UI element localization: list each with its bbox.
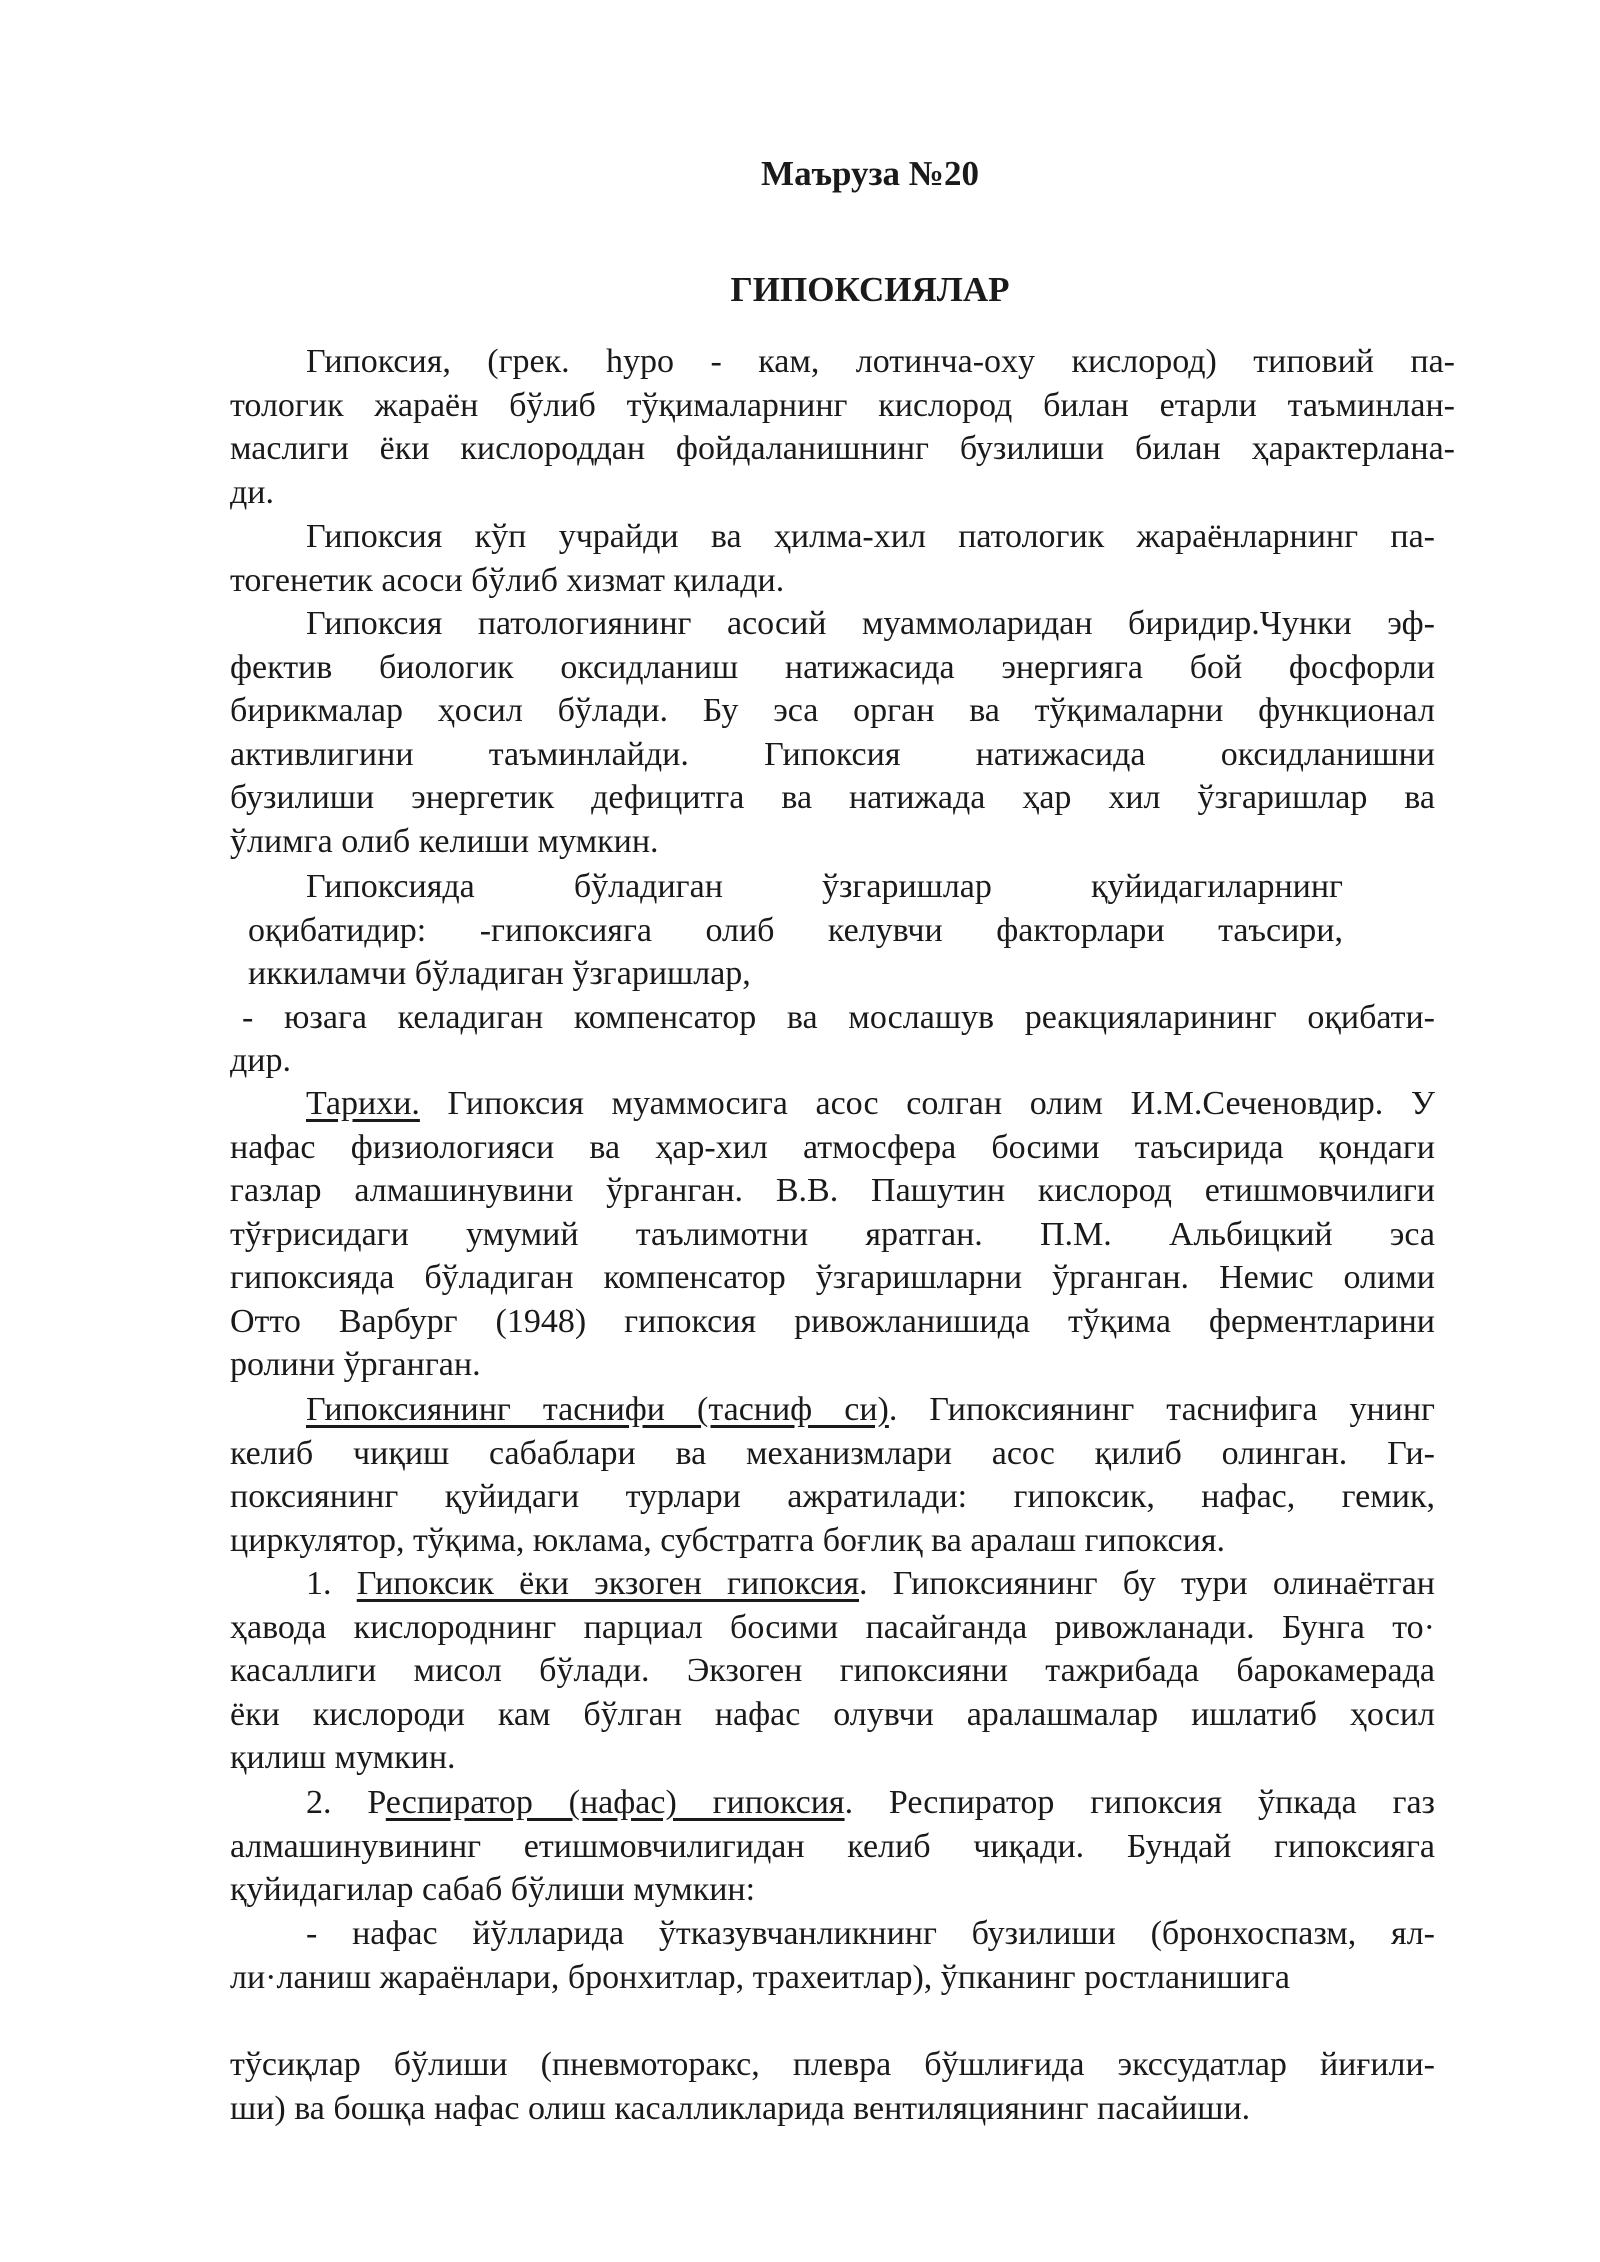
- text-line: [230, 1781, 1435, 1825]
- text-line: ши) ва бошқа нафас олиш касалликларида вентиляциянинг пасайиши.: [230, 2089, 1251, 2127]
- text-line: нафас физиологияси ва ҳар-хил атмосфера босими таъсирида қондаги: [230, 1128, 1435, 1166]
- hypoxic-heading: Гипоксик ёки экзоген гипоксия: [356, 1565, 859, 1602]
- text-fragment: . Гипоксиянинг таснифига унинг: [888, 1391, 1435, 1428]
- lecture-number: Маъруза №20: [761, 154, 979, 193]
- text-line: [230, 1388, 1435, 1432]
- text-line: касаллиги мисол бўлади. Экзоген гипоксияни тажрибада барокамерада: [230, 1652, 1435, 1689]
- paragraph-hypoxic: [230, 1562, 1435, 1780]
- text-line: қилиш мумкин.: [230, 1739, 456, 1776]
- paragraph-continuation: [230, 2043, 1435, 2130]
- paragraph-prevalence: [230, 515, 1435, 602]
- text-line: - юзага келадиган компенсатор ва мослашув реакцияларининг оқибати-: [242, 998, 1435, 1036]
- text-line: ёки кислороди кам бўлган нафас олувчи аралашмалар ишлатиб ҳосил: [230, 1695, 1435, 1733]
- text-line: ди.: [230, 473, 274, 511]
- paragraph-causes: [230, 1912, 1435, 1999]
- text-line: газлар алмашинувини ўрганган. В.В. Пашутин кислород етишмовчилиги: [230, 1172, 1435, 1209]
- text-line: ўлимга олиб келиши мумкин.: [230, 822, 659, 860]
- text-line: дир.: [230, 1042, 291, 1079]
- page-title: ГИПОКСИЯЛАР: [730, 270, 1010, 309]
- list-number: 2. Р: [306, 1784, 386, 1821]
- text-line: Гипоксия, (грек. hypo - кам, лотинча-oxy кислород) типовий па-: [306, 343, 1455, 380]
- respiratory-heading: еспиратор (нафас) гипоксия: [385, 1784, 845, 1821]
- text-line: ролини ўрганган.: [230, 1346, 481, 1383]
- text-line: Отто Варбург (1948) гипоксия ривожланишида тўқима ферментларини: [230, 1302, 1435, 1340]
- text-fragment: . Гипоксиянинг бу тури олинаётган: [859, 1565, 1436, 1602]
- text-line: тологик жараён бўлиб тўқималарнинг кислород билан етарли таъминлан-: [230, 386, 1455, 424]
- paragraph-changes: [230, 865, 1435, 1083]
- text-line: тогенетик асоси бўлиб хизмат қилади.: [230, 561, 785, 599]
- text-line: [230, 1562, 1435, 1606]
- classification-heading: Гипоксиянинг таснифи (тасниф си): [306, 1391, 889, 1428]
- text-line: гипоксияда бўладиган компенсатор ўзгаришларни ўрганган. Немис олими: [230, 1259, 1435, 1296]
- text-line: қуйидагилар сабаб бўлиши мумкин:: [230, 1871, 756, 1908]
- text-line: циркулятор, тўқима, юклама, субстратга боғлиқ ва аралаш гипоксия.: [230, 1521, 1225, 1559]
- text-line: иккиламчи бўладиган ўзгаришлар,: [248, 955, 751, 992]
- paragraph-definition: [230, 340, 1455, 514]
- history-heading: Тарихи.: [306, 1085, 420, 1122]
- text-fragment: Гипоксия муаммосига асос солган олим И.М.Сеченовдир. У: [419, 1085, 1435, 1122]
- text-line: ҳавода кислороднинг парциал босими пасайганда ривожланади. Бунга то·: [230, 1608, 1435, 1646]
- text-line: келиб чиқиш сабаблари ва механизмлари асос қилиб олинган. Ги-: [230, 1434, 1435, 1472]
- text-line: Гипоксия патологиянинг асосий муаммоларидан биридир.Чунки эф-: [306, 605, 1435, 642]
- text-line: Гипоксияда бўладиган ўзгаришлар қуйидагиларнинг: [306, 868, 1343, 905]
- text-line: тўғрисидаги умумий таълимотни яратган. П.М. Альбицкий эса: [230, 1215, 1435, 1253]
- text-line: [230, 1082, 1435, 1126]
- text-line: поксиянинг қуйидаги турлари ажратилади: гипоксик, нафас, гемик,: [230, 1478, 1435, 1515]
- text-line: фектив биологик оксидланиш натижасида энергияга бой фосфорли: [230, 648, 1435, 686]
- text-line: бирикмалар ҳосил бўлади. Бу эса орган ва тўқималарни функционал: [230, 692, 1435, 729]
- text-line: алмашинувининг етишмовчилигидан келиб чиқади. Бундай гипоксияга: [230, 1827, 1435, 1865]
- list-number: 1.: [306, 1565, 357, 1602]
- text-line: маслиги ёки кислороддан фойдаланишнинг бузилиши билан ҳарактерлана-: [230, 430, 1455, 467]
- paragraph-respiratory: [230, 1781, 1435, 1912]
- text-line: Гипоксия кўп учрайди ва ҳилма-хил патологик жараёнларнинг па-: [306, 518, 1435, 555]
- text-line: - нафас йўлларида ўтказувчанликнинг бузилиши (бронхоспазм, ял-: [306, 1915, 1435, 1952]
- paragraph-problem: [230, 602, 1435, 863]
- text-line: оқибатидир: -гипоксияга олиб келувчи факторлари таъсири,: [248, 911, 1343, 949]
- text-line: ли·ланиш жараёнлари, бронхитлар, трахеитлар), ўпканинг ростланишига: [230, 1958, 1290, 1996]
- paragraph-classification: [230, 1388, 1435, 1562]
- text-line: бузилиши энергетик дефицитга ва натижада ҳар хил ўзгаришлар ва: [230, 779, 1435, 816]
- text-line: тўсиқлар бўлиши (пневмоторакс, плевра бўшлиғида экссудатлар йиғили-: [230, 2046, 1435, 2083]
- text-fragment: . Респиратор гипоксия ўпкада газ: [844, 1784, 1435, 1821]
- paragraph-history: [230, 1082, 1435, 1387]
- text-line: активлигини таъминлайди. Гипоксия натижасида оксидланишни: [230, 735, 1435, 773]
